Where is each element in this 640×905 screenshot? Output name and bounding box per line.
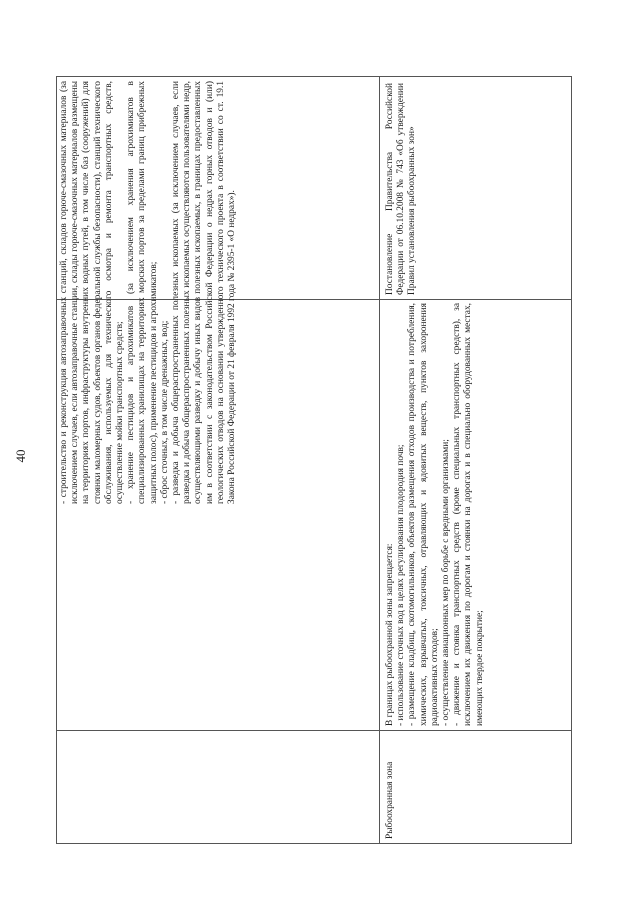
legal-basis-text: Постановление Правительства Российской Федерации от 06.10.2008 № 743 «Об утверждении Правил установления рыбоохранных зон» [385,83,418,295]
regulation-table [56,76,572,844]
row-2-zone-cell [385,734,396,839]
restriction-item: - разведка и добыча общераспространенных полезных ископаемых (за исключением случаев, если разведка и добыча общераспространенных полезных ископаемых осуществляются пользователями недр, осуществляющими разведку и добычу иных видов полезных ископаемых, в границах предоставленных им в соответствии с законодательством Российской Федерации о недрах горных отводов и (или) геологических отводов на основании утвержденного технического проекта в соответствии со ст. 19.1 Закона Российской Федерации от 21 февраля 1992 года № 2395-1 «О недрах»). [171,81,238,504]
column-divider [57,730,571,731]
row-divider [379,77,380,843]
restriction-item: - использование сточных вод в целях регулирования плодородия почв; [396,444,407,726]
restriction-item: - осуществление авиационных мер по борьбе с вредными организмами; [441,439,452,726]
row-1-restrictions-cell [59,81,238,504]
restriction-item: - строительство и реконструкция автозаправочных станций, складов горюче-смазочных материалов (за исключением случаев, если автозаправочные станции, склады горюче-смазочных материалов размещены на территориях портов, инфраструктуры внутренних водных путей, в том числе баз (сооружений) для стоянки маломерных судов, объектов органов федеральной службы безопасности), станций технического обслуживания, используемых для технического осмотра и ремонта транспортных средств, осуществление мойки транспортных средств; [59,81,126,504]
page-number: 40 [13,449,28,463]
restriction-item: - сброс сточных, в том числе дренажных, вод; [159,320,170,504]
row-2-restrictions-cell [385,303,486,726]
restriction-intro: В границах рыбоохранной зоны запрещается: [385,543,395,726]
restriction-item: - хранение пестицидов и агрохимикатов (за исключением хранения агрохимикатов в специализированных хранилищах на территориях морских портов за пределами границ прибрежных защитных полос), применение пестицидов и агрохимикатов; [126,81,159,504]
zone-name: Рыбоохранная зона [385,761,395,839]
row-1-basis-cell [385,83,419,295]
restriction-item: - движение и стоянка транспортных средств (кроме специальных транспортных средств), за исключением их движения по дорогам и стоянки на дорогах и в специально оборудованных местах, имеющих твердое покрытие; [452,303,485,726]
restriction-item: - размещение кладбищ, скотомогильников, объектов размещения отходов производства и потребления, химических, взрывчатых, токсичных, отравляющих и ядовитых веществ, пунктов захоронения радиоактивных отходов; [407,303,440,726]
